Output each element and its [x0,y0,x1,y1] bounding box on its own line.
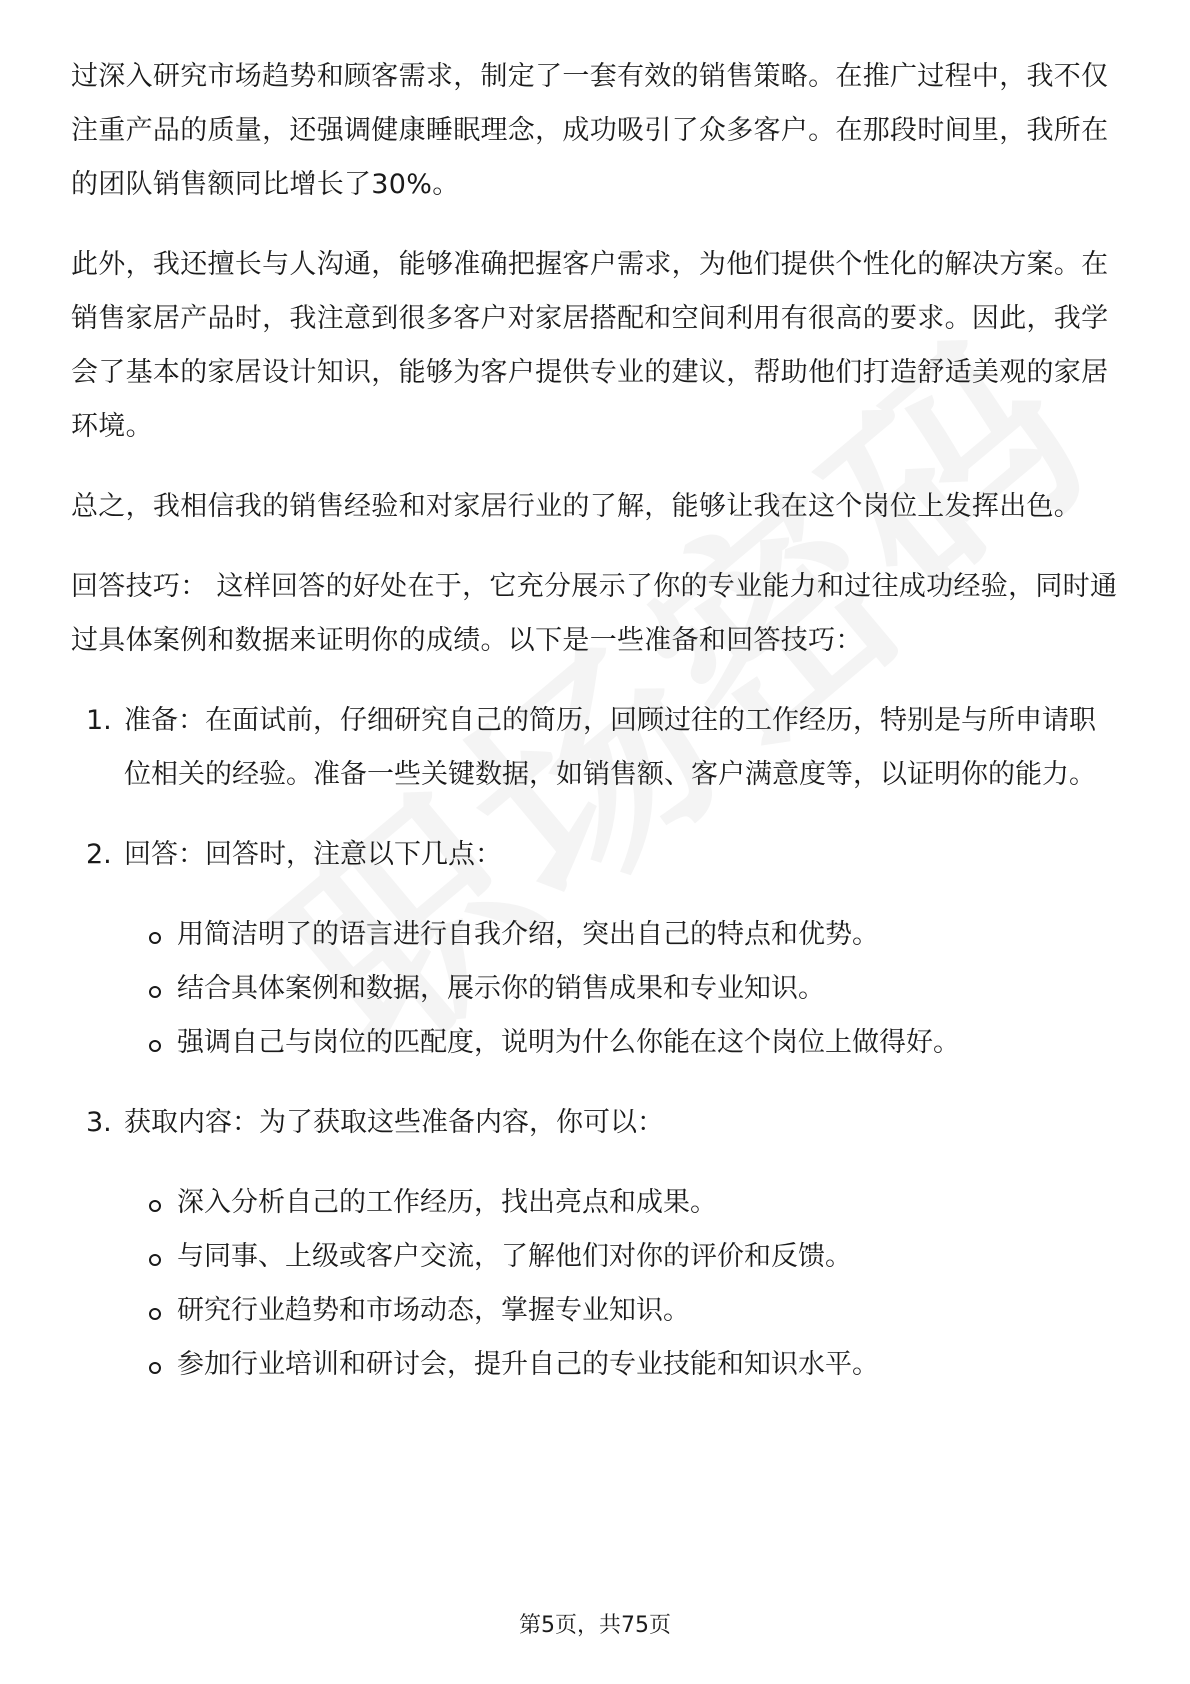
bullet-icon [149,1200,161,1212]
bullet-text: 深入分析自己的工作经历，找出亮点和成果。 [177,1187,717,1218]
bullet-icon [149,1254,161,1266]
paragraph: 总之，我相信我的销售经验和对家居行业的了解，能够让我在这个岗位上发挥出色。 [71,491,1082,522]
list-number: 3. [86,1107,112,1138]
bullet-item [71,1016,1121,1070]
bullet-icon [149,986,161,998]
bullet-item [71,1176,1121,1230]
list-item-text: 获取内容：为了获取这些准备内容，你可以： [124,1107,664,1138]
bullet-item [71,962,1121,1016]
paragraph: 此外，我还擅长与人沟通，能够准确把握客户需求，为他们提供个性化的解决方案。在销售家居产品时，我注意到很多客户对家居搭配和空间利用有很高的要求。因此，我学会了基本的家居设计知识，能够为客户提供专业的建议，帮助他们打造舒适美观的家居环境。 [71,249,1109,442]
bullet-icon [149,1362,161,1374]
list-item-3 [71,1096,1121,1150]
list-item-2 [71,828,1121,882]
bullet-list [71,908,1121,1070]
list-item-text: 回答：回答时，注意以下几点： [124,839,502,870]
bullet-text: 研究行业趋势和市场动态，掌握专业知识。 [177,1295,690,1326]
bullet-item [71,1338,1121,1392]
bullet-text: 用简洁明了的语言进行自我介绍，突出自己的特点和优势。 [177,919,879,950]
page-number-footer: 第5页，共75页 [519,1613,671,1638]
bullet-item [71,908,1121,962]
bullet-icon [149,932,161,944]
list-item-1 [71,694,1121,802]
bullet-icon [149,1040,161,1052]
bullet-text: 结合具体案例和数据，展示你的销售成果和专业知识。 [177,973,825,1004]
document-body [71,50,1121,1418]
list-number: 2. [86,839,112,870]
bullet-text: 参加行业培训和研讨会，提升自己的专业技能和知识水平。 [177,1349,879,1380]
bullet-list [71,1176,1121,1392]
paragraph: 过深入研究市场趋势和顾客需求，制定了一套有效的销售策略。在推广过程中，我不仅注重产品的质量，还强调健康睡眠理念，成功吸引了众多客户。在那段时间里，我所在的团队销售额同比增长了30%。 [71,61,1109,200]
bullet-text: 与同事、上级或客户交流，了解他们对你的评价和反馈。 [177,1241,852,1272]
bullet-text: 强调自己与岗位的匹配度，说明为什么你能在这个岗位上做得好。 [177,1027,960,1058]
bullet-icon [149,1308,161,1320]
list-item-text: 准备：在面试前，仔细研究自己的简历，回顾过往的工作经历，特别是与所申请职位相关的经验。准备一些关键数据，如销售额、客户满意度等，以证明你的能力。 [124,705,1096,790]
bullet-item [71,1230,1121,1284]
answer-tips-paragraph: 回答技巧： 这样回答的好处在于，它充分展示了你的专业能力和过往成功经验，同时通过具体案例和数据来证明你的成绩。以下是一些准备和回答技巧： [71,571,1118,656]
bullet-item [71,1284,1121,1338]
list-number: 1. [86,705,112,736]
